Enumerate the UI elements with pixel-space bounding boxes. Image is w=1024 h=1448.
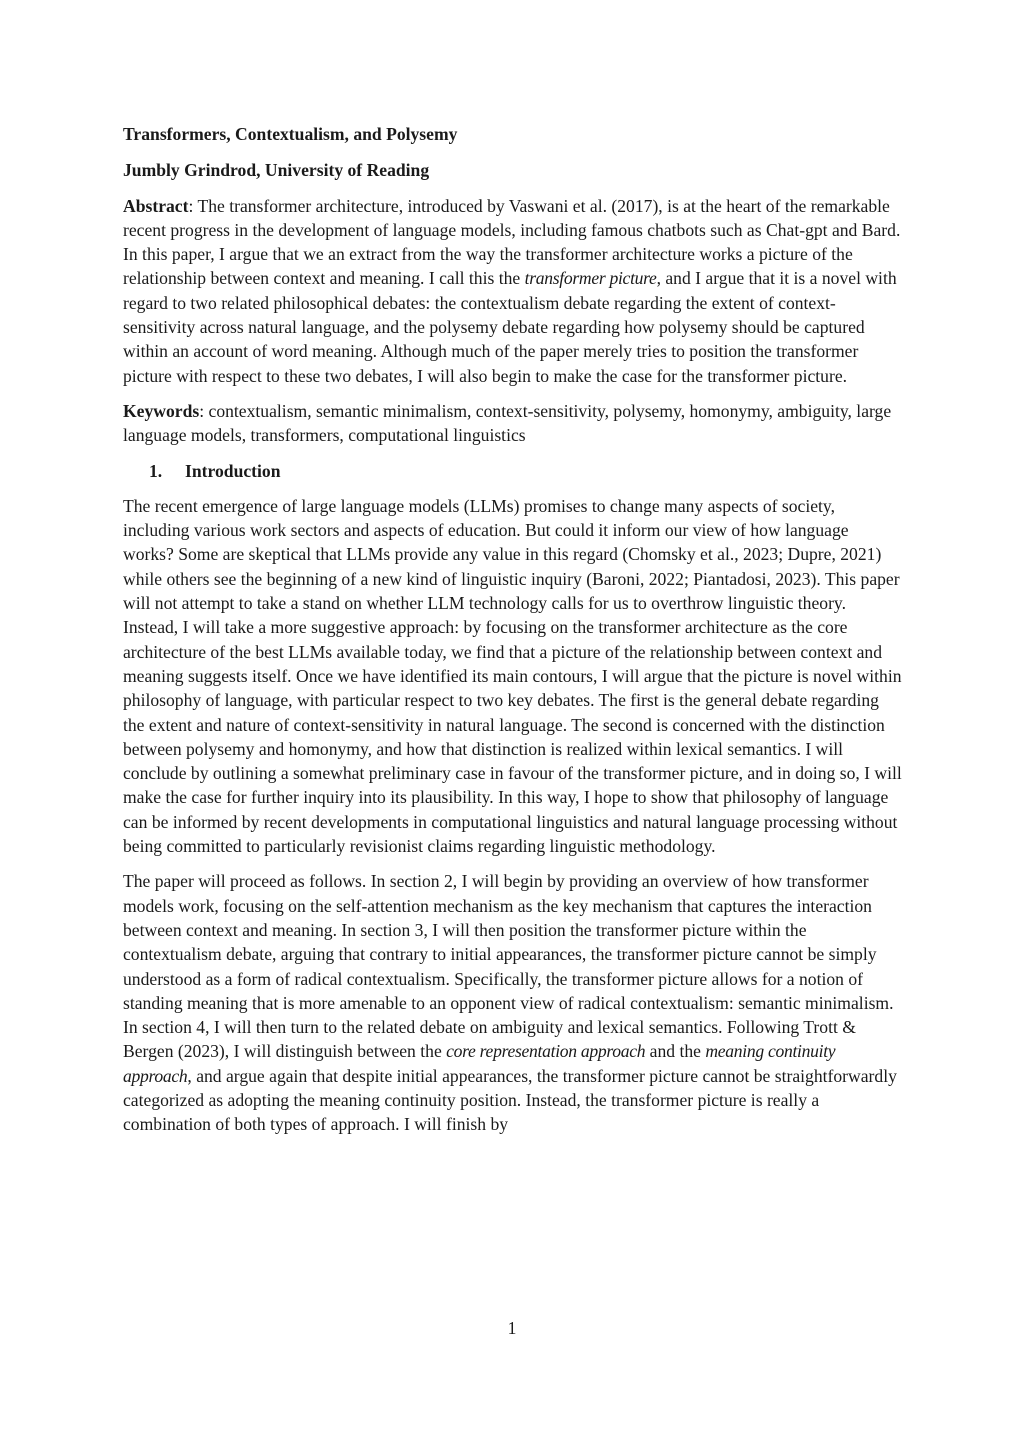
abstract-text-2: , and I argue that it is a novel with regard to two related philosophical debates: the contextualism debate regarding the extent of context-sensitivity across natural language, and the polysemy debate regarding how polysemy should be captured within an account of word meaning. Although much of the paper merely tries to position the transformer picture with respect to these two debates, I will also begin to make the case for the transformer picture. — [123, 268, 897, 386]
keywords-text: : contextualism, semantic minimalism, context-sensitivity, polysemy, homonymy, ambiguity, large language models, transformers, computational linguistics — [123, 400, 892, 446]
keywords — [123, 399, 903, 448]
intro-paragraph-2 — [123, 869, 903, 1136]
author-line: Jumbly Grindrod, University of Reading — [123, 160, 430, 181]
abstract-text-1: : The transformer architecture, introduced by Vaswani et al. (2017), is at the heart of the remarkable recent progress in the development of language models, including famous chatbots such as Chat-gpt and Bard. In this paper, I argue that we an extract from the way the transformer architecture works a picture of the relationship between context and meaning. I call this the — [123, 195, 901, 289]
para-2-text-1: The paper will proceed as follows. In section 2, I will begin by providing an overview of how transformer models work, focusing on the self-attention mechanism as the key mechanism that captures the interaction between context and meaning. In section 3, I will then position the transformer picture within the contextualism debate, arguing that contrary to initial appearances, the transformer picture cannot be simply understood as a form of radical contextualism. Specifically, the transformer picture allows for a notion of standing meaning that is more amenable to an opponent view of radical contextualism: semantic minimalism. In section 4, I will then turn to the related debate on ambiguity and lexical semantics. Following Trott & Bergen (2023), I will distinguish between the — [123, 871, 894, 1062]
intro-paragraph-1: The recent emergence of large language models (LLMs) promises to change many aspects of society, including various work sectors and aspects of education. But could it inform our view of how language works? Some are skeptical that LLMs provide any value in this regard (Chomsky et al., 2023; Dupre, 2021) while others see the beginning of a new kind of linguistic inquiry (Baroni, 2022; Piantadosi, 2023). This paper will not attempt to take a stand on whether LLM technology calls for us to overthrow linguistic theory. Instead, I will take a more suggestive approach: by focusing on the transformer architecture as the core architecture of the best LLMs available today, we find that a picture of the relationship between context and meaning suggests itself. Once we have identified its main contours, I will argue that the picture is novel within philosophy of language, with particular respect to two key debates. The first is the general debate regarding the extent and nature of context-sensitivity in natural language. The second is concerned with the distinction between polysemy and homonymy, and how that distinction is realized within lexical semantics. I will conclude by outlining a somewhat preliminary case in favour of the transformer picture, and in doing so, I will make the case for further inquiry into its plausibility. In this way, I hope to show that philosophy of language can be informed by recent developments in computational linguistics and natural language processing without being committed to particularly revisionist claims regarding linguistic methodology. — [123, 495, 902, 857]
paper-title: Transformers, Contextualism, and Polysemy — [123, 124, 458, 144]
keywords-label: Keywords — [123, 400, 200, 421]
abstract — [123, 194, 903, 388]
para-2-emphasis-1: core representation approach — [446, 1041, 646, 1062]
section-heading-introduction — [149, 459, 903, 483]
page-number: 1 — [507, 1318, 517, 1338]
abstract-emphasis: transformer picture — [524, 268, 657, 289]
para-2-emphasis-2: meaning continuity approach — [123, 1041, 836, 1086]
section-title: Introduction — [185, 460, 281, 481]
para-2-text-3: , and argue again that despite initial appearances, the transformer picture cannot be straightforwardly categorized as adopting the meaning continuity position. Instead, the transformer picture is really a combination of both types of approach. I will finish by — [123, 1065, 897, 1135]
paper-page — [123, 122, 903, 1148]
para-2-text-2: and the — [645, 1041, 706, 1062]
abstract-label: Abstract — [123, 195, 189, 216]
section-number: 1. — [149, 460, 163, 481]
